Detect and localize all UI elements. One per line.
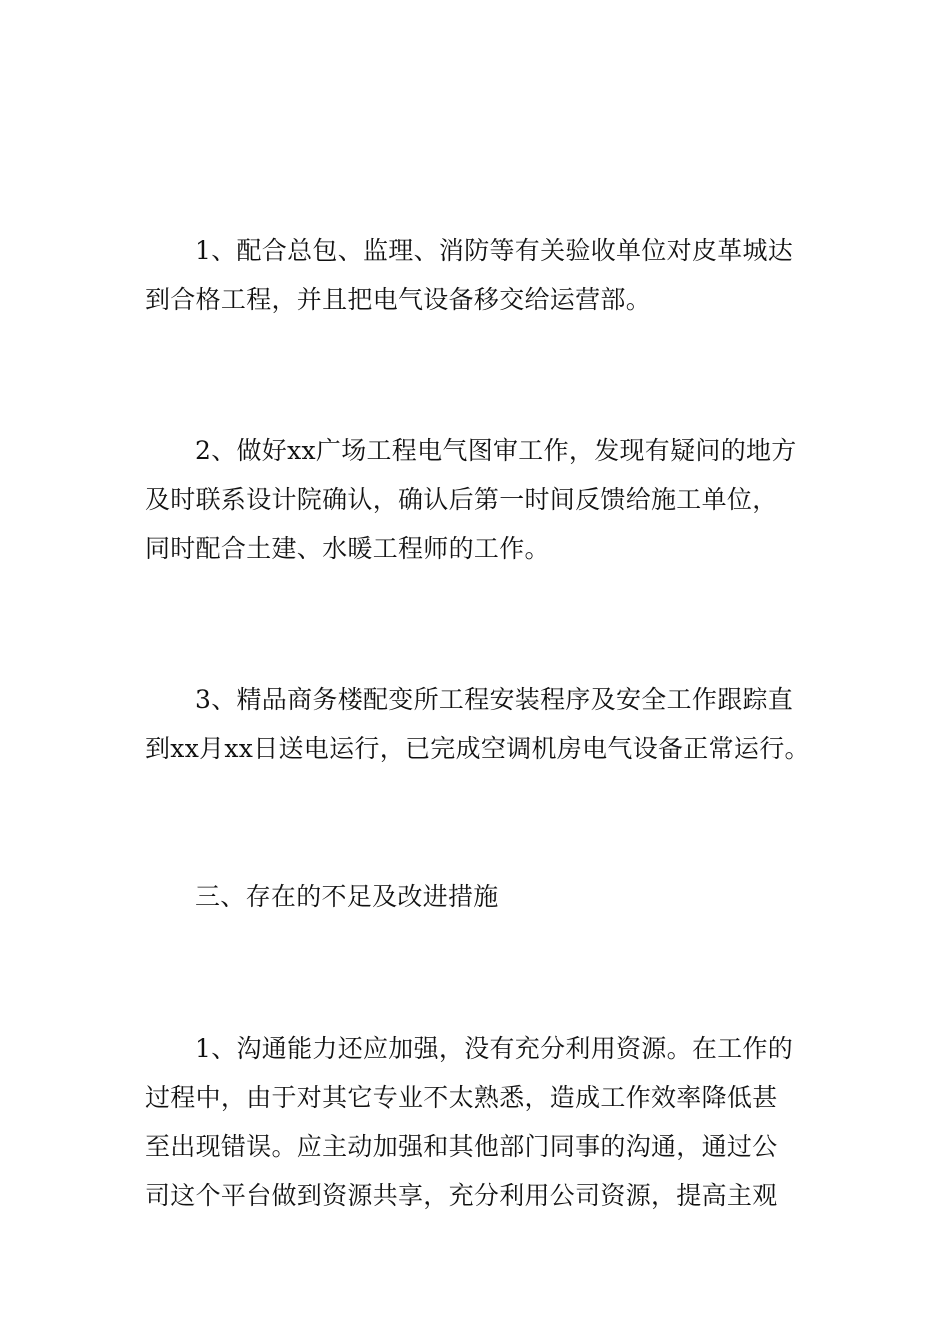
paragraph-line: 2、做好xx广场工程电气图审工作，发现有疑问的地方 [195, 436, 797, 465]
paragraph-line: 3、精品商务楼配变所工程安装程序及安全工作跟踪直 [195, 685, 794, 714]
paragraph-line: 及时联系设计院确认，确认后第一时间反馈给施工单位， [145, 485, 778, 514]
paragraph-improvement-1 [145, 1024, 815, 1220]
paragraph-line: 过程中，由于对其它专业不太熟悉，造成工作效率降低甚 [145, 1083, 778, 1112]
paragraph-line: 1、配合总包、监理、消防等有关验收单位对皮革城达 [195, 236, 794, 265]
paragraph-line: 同时配合土建、水暖工程师的工作。 [145, 534, 550, 563]
paragraph-item-2 [145, 426, 815, 573]
paragraph-item-3 [145, 675, 815, 773]
section-heading [145, 872, 815, 921]
paragraph-line: 到xx月xx日送电运行，已完成空调机房电气设备正常运行。 [145, 734, 810, 763]
paragraph-line: 1、沟通能力还应加强，没有充分利用资源。在工作的 [195, 1034, 794, 1063]
paragraph-line: 至出现错误。应主动加强和其他部门同事的沟通，通过公 [145, 1132, 778, 1161]
paragraph-line: 司这个平台做到资源共享，充分利用公司资源，提高主观 [145, 1181, 778, 1210]
paragraph-item-1 [145, 226, 815, 324]
paragraph-line: 到合格工程，并且把电气设备移交给运营部。 [145, 285, 652, 314]
section-heading-text: 三、存在的不足及改进措施 [195, 882, 499, 911]
